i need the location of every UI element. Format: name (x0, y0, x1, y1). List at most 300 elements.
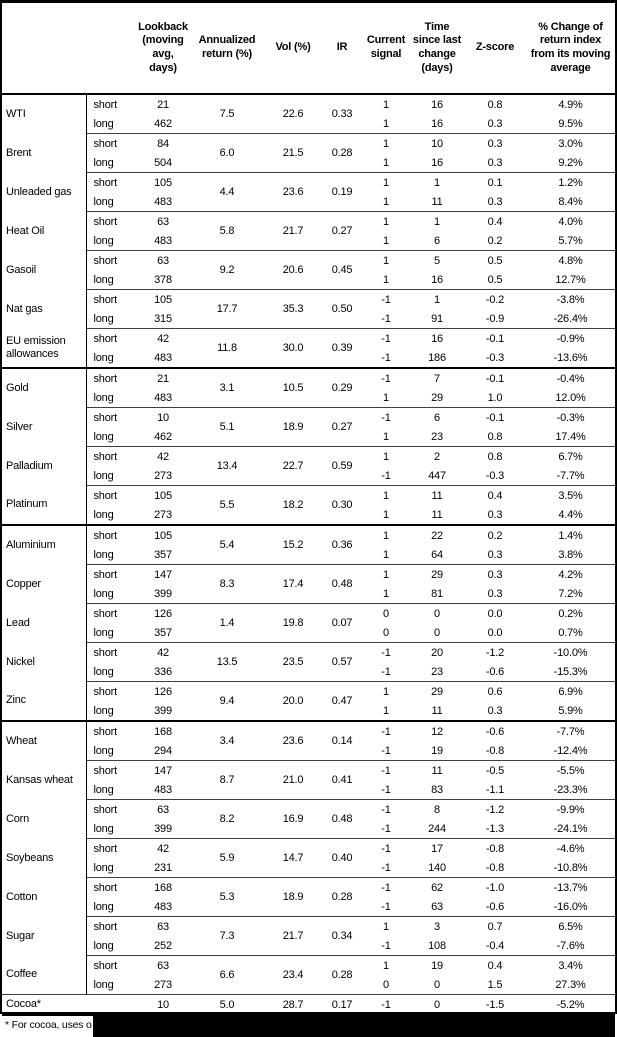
cell-annualized-return: 1.4 (190, 604, 264, 643)
cell-ir: 0.45 (322, 251, 362, 290)
cell-pct-change: 3.0% (526, 134, 615, 154)
table-row (2, 721, 615, 741)
cell-zscore: 0.2 (487, 234, 503, 247)
position-label: short (86, 682, 136, 702)
commodity-name: Unleaded gas (6, 185, 72, 198)
cell-zscore: 0.8 (464, 94, 526, 114)
cell-signal: -1 (362, 643, 410, 663)
position-label: long (86, 584, 136, 604)
cell-zscore: 0.3 (464, 134, 526, 154)
cell-signal: 1 (383, 156, 389, 169)
cell-pct-change: 5.7% (558, 234, 583, 247)
table-body (2, 94, 615, 1014)
cell-pct-change: 3.4% (526, 956, 615, 976)
table-row (2, 290, 615, 310)
cell-pct-change: 1.2% (526, 173, 615, 193)
cell-lookback: 84 (136, 134, 190, 154)
cell-time-since-change: 16 (410, 329, 464, 349)
cell-ir: 0.48 (322, 800, 362, 839)
position-label: short (86, 290, 136, 310)
cell-pct-change: -3.8% (526, 290, 615, 310)
cell-signal: 1 (383, 430, 389, 443)
cell-vol: 10.5 (264, 368, 322, 408)
cell-lookback: 63 (136, 917, 190, 937)
cell-pct-change: -12.4% (553, 744, 588, 757)
cell-signal: -1 (362, 878, 410, 898)
cell-pct-change: 0.7% (558, 626, 583, 639)
commodity-name: Copper (6, 577, 41, 590)
cell-time-since-change: 29 (410, 682, 464, 702)
cell-zscore: -0.3 (485, 351, 505, 364)
cell-vol: 20.0 (264, 682, 322, 722)
cell-lookback: 147 (136, 565, 190, 585)
cell-zscore: -1.2 (464, 800, 526, 820)
table-row (2, 995, 615, 1015)
cell-time-since-change: 108 (428, 939, 446, 952)
commodity-name: Corn (6, 812, 30, 825)
cell-vol: 21.5 (264, 134, 322, 173)
cell-pct-change: 8.4% (558, 195, 583, 208)
cell-time-since-change: 11 (431, 195, 443, 208)
cell-pct-change: -13.7% (526, 878, 615, 898)
cell-time-since-change: 140 (428, 861, 446, 874)
cell-annualized-return: 5.1 (190, 408, 264, 447)
cell-zscore: 1.5 (487, 978, 503, 991)
cell-zscore: 0.1 (464, 173, 526, 193)
cell-annualized-return: 8.7 (190, 761, 264, 800)
cell-pct-change: -0.9% (526, 329, 615, 349)
cell-signal: 1 (362, 134, 410, 154)
cell-time-since-change: 1 (410, 290, 464, 310)
position-label: short (86, 721, 136, 741)
header-lookback: Lookback (moving avg, days) (136, 3, 190, 94)
table-row (2, 878, 615, 898)
cell-time-since-change: 2 (410, 447, 464, 467)
position-label: short (86, 917, 136, 937)
cell-time-since-change: 19 (431, 744, 443, 757)
cell-annualized-return: 13.5 (190, 643, 264, 682)
cell-time-since-change: 62 (410, 878, 464, 898)
cell-signal: 1 (383, 704, 389, 717)
cell-signal: 0 (362, 604, 410, 624)
cell-vol: 21.7 (264, 212, 322, 251)
cell-time-since-change: 23 (431, 665, 443, 678)
cell-zscore: 0.6 (464, 682, 526, 702)
cell-time-since-change: 1 (410, 212, 464, 232)
cell-time-since-change: 11 (410, 761, 464, 781)
cell-ir: 0.27 (322, 408, 362, 447)
cell-zscore: 0.8 (487, 430, 503, 443)
cell-annualized-return: 5.5 (190, 486, 264, 526)
cell-time-since-change: 11 (431, 704, 443, 717)
cell-pct-change: -23.3% (553, 783, 588, 796)
cell-ir: 0.28 (322, 134, 362, 173)
cell-lookback: 273 (154, 978, 172, 991)
cell-annualized-return: 9.2 (190, 251, 264, 290)
cell-zscore: -1.3 (485, 822, 505, 835)
cell-pct-change: 17.4% (555, 430, 586, 443)
cell-zscore: 0.4 (464, 956, 526, 976)
cell-time-since-change: 186 (428, 351, 446, 364)
cell-zscore: -0.6 (485, 665, 505, 678)
cell-vol: 18.2 (264, 486, 322, 526)
cell-pct-change: -16.0% (553, 900, 588, 913)
cell-time-since-change: 16 (431, 273, 443, 286)
cell-time-since-change: 20 (410, 643, 464, 663)
cell-lookback: 105 (136, 173, 190, 193)
position-label: long (86, 231, 136, 251)
cell-zscore: -0.8 (485, 861, 505, 874)
cell-pct-change: 12.7% (555, 273, 586, 286)
position-label: short (86, 368, 136, 388)
cell-lookback: 399 (154, 587, 172, 600)
cell-pct-change: -10.0% (526, 643, 615, 663)
cell-lookback: 483 (154, 351, 172, 364)
cell-ir: 0.59 (322, 447, 362, 486)
cell-zscore: -1.0 (464, 878, 526, 898)
cell-signal: -1 (362, 995, 410, 1015)
cell-signal: 1 (362, 251, 410, 271)
position-label: long (86, 623, 136, 643)
table-row (2, 800, 615, 820)
cell-vol: 23.5 (264, 643, 322, 682)
commodity-name: Cotton (6, 890, 38, 903)
table-row (2, 447, 615, 467)
commodity-name: Coffee (6, 968, 38, 981)
cell-zscore: 0.3 (487, 548, 503, 561)
cell-signal: -1 (381, 783, 391, 796)
position-label: long (86, 662, 136, 682)
cell-time-since-change: 16 (431, 117, 443, 130)
cell-time-since-change: 64 (431, 548, 443, 561)
cell-lookback: 315 (154, 312, 172, 325)
cell-lookback: 168 (136, 721, 190, 741)
cell-zscore: 0.3 (464, 565, 526, 585)
commodity-name: EU emission allowances (6, 335, 66, 360)
table-row (2, 604, 615, 624)
cell-ir: 0.19 (322, 173, 362, 212)
cell-vol: 18.9 (264, 878, 322, 917)
cell-zscore: 0.8 (464, 447, 526, 467)
cell-pct-change: -7.7% (526, 721, 615, 741)
cell-zscore: -0.3 (485, 469, 505, 482)
position-label: long (86, 819, 136, 839)
cell-time-since-change: 81 (431, 587, 443, 600)
cell-zscore: -0.8 (485, 744, 505, 757)
position-label: long (86, 505, 136, 525)
cell-pct-change: -5.5% (526, 761, 615, 781)
cell-time-since-change: 3 (410, 917, 464, 937)
position-label: long (86, 780, 136, 800)
cell-annualized-return: 8.3 (190, 565, 264, 604)
cell-signal: -1 (362, 839, 410, 859)
cell-lookback: 105 (136, 290, 190, 310)
cell-signal: -1 (362, 408, 410, 428)
cell-pct-change: -0.4% (526, 368, 615, 388)
cell-annualized-return: 5.8 (190, 212, 264, 251)
cell-pct-change: -0.3% (526, 408, 615, 428)
cell-lookback: 168 (136, 878, 190, 898)
header-pct-change: % Change of return index from its moving average (526, 3, 615, 94)
cell-zscore: 0.4 (464, 212, 526, 232)
cell-annualized-return: 5.3 (190, 878, 264, 917)
cell-lookback: 357 (154, 548, 172, 561)
cell-vol: 23.6 (264, 721, 322, 761)
cell-lookback: 483 (154, 234, 172, 247)
cell-lookback: 273 (154, 469, 172, 482)
table-row (2, 329, 615, 349)
cell-pct-change: 4.0% (526, 212, 615, 232)
cell-zscore: 0.3 (487, 117, 503, 130)
cell-ir: 0.14 (322, 721, 362, 761)
cell-pct-change: -15.3% (553, 665, 588, 678)
cell-lookback: 357 (154, 626, 172, 639)
table-row (2, 408, 615, 428)
cell-lookback: 483 (154, 783, 172, 796)
commodity-name: WTI (6, 107, 26, 120)
cell-signal: 1 (383, 234, 389, 247)
cell-annualized-return: 6.6 (190, 956, 264, 995)
table-row (2, 251, 615, 271)
commodity-name: Zinc (6, 694, 26, 707)
cell-lookback: 63 (136, 251, 190, 271)
cell-lookback: 399 (154, 822, 172, 835)
cell-annualized-return: 8.2 (190, 800, 264, 839)
header-empty (2, 3, 136, 94)
cell-lookback: 483 (154, 195, 172, 208)
cell-ir: 0.39 (322, 329, 362, 369)
cell-annualized-return: 7.3 (190, 917, 264, 956)
cell-vol: 23.6 (264, 173, 322, 212)
cell-ir: 0.27 (322, 212, 362, 251)
cell-pct-change: 4.9% (526, 94, 615, 114)
cell-vol: 19.8 (264, 604, 322, 643)
cell-pct-change: -10.8% (553, 861, 588, 874)
cell-pct-change: 9.2% (558, 156, 583, 169)
cell-lookback: 10 (136, 408, 190, 428)
cell-annualized-return: 11.8 (190, 329, 264, 369)
header-annualized-return: Annualized return (%) (190, 3, 264, 94)
cell-signal: 1 (383, 391, 389, 404)
cell-time-since-change: 19 (410, 956, 464, 976)
commodity-name: Platinum (6, 498, 48, 511)
cell-annualized-return: 4.4 (190, 173, 264, 212)
cell-time-since-change: 63 (431, 900, 443, 913)
cell-ir: 0.50 (322, 290, 362, 329)
position-label: short (86, 212, 136, 232)
cell-time-since-change: 447 (428, 469, 446, 482)
commodity-name: Soybeans (6, 851, 54, 864)
cell-time-since-change: 12 (410, 721, 464, 741)
cell-ir: 0.40 (322, 839, 362, 878)
position-label: long (86, 427, 136, 447)
cell-pct-change: -9.9% (526, 800, 615, 820)
cell-signal: -1 (362, 329, 410, 349)
position-label: long (86, 309, 136, 329)
cell-ir: 0.30 (322, 486, 362, 526)
cell-lookback: 42 (136, 329, 190, 349)
cell-ir: 0.47 (322, 682, 362, 722)
cell-time-since-change: 244 (428, 822, 446, 835)
table-row (2, 839, 615, 859)
position-label: short (86, 839, 136, 859)
cell-vol: 20.6 (264, 251, 322, 290)
table-row (2, 134, 615, 154)
position-label: long (86, 466, 136, 486)
commodity-name: Palladium (6, 459, 53, 472)
cell-time-since-change: 29 (431, 391, 443, 404)
position-label: short (86, 329, 136, 349)
cell-lookback: 252 (154, 939, 172, 952)
cell-time-since-change: 0 (410, 604, 464, 624)
cell-signal: 1 (383, 117, 389, 130)
cell-vol: 17.4 (264, 565, 322, 604)
cell-zscore: 0.5 (487, 273, 503, 286)
cell-vol: 21.7 (264, 917, 322, 956)
cell-signal: -1 (381, 665, 391, 678)
cell-ir: 0.34 (322, 917, 362, 956)
cell-zscore: 0.3 (487, 156, 503, 169)
cell-lookback: 273 (154, 508, 172, 521)
cell-signal: 0 (383, 626, 389, 639)
position-label: short (86, 604, 136, 624)
cell-lookback: 147 (136, 761, 190, 781)
cell-signal: 1 (362, 173, 410, 193)
cell-signal: 1 (383, 273, 389, 286)
position-label: short (86, 525, 136, 545)
cell-time-since-change: 22 (410, 525, 464, 545)
cell-lookback: 462 (154, 430, 172, 443)
cell-pct-change: 7.2% (558, 587, 583, 600)
cell-signal: -1 (381, 312, 391, 325)
cell-pct-change: 3.8% (558, 548, 583, 561)
header-vol: Vol (%) (264, 3, 322, 94)
cell-lookback: 231 (154, 861, 172, 874)
header-zscore: Z-score (464, 3, 526, 94)
commodity-name: Nickel (6, 655, 35, 668)
cell-lookback: 126 (136, 682, 190, 702)
cell-ir: 0.17 (322, 995, 362, 1015)
commodity-name: Nat gas (6, 302, 43, 315)
cell-zscore: -0.6 (485, 900, 505, 913)
cell-vol: 23.4 (264, 956, 322, 995)
cell-pct-change: 1.4% (526, 525, 615, 545)
cell-signal: -1 (362, 290, 410, 310)
position-label: short (86, 486, 136, 506)
cell-time-since-change: 17 (410, 839, 464, 859)
cell-zscore: -1.5 (464, 995, 526, 1015)
position-label (86, 995, 136, 1015)
cell-time-since-change: 10 (410, 134, 464, 154)
position-label: short (86, 134, 136, 154)
cell-signal: 1 (383, 508, 389, 521)
position-label: long (86, 153, 136, 173)
commodity-name: Aluminium (2, 525, 86, 565)
cell-lookback: 126 (136, 604, 190, 624)
position-label: long (86, 388, 136, 408)
cell-annualized-return: 6.0 (190, 134, 264, 173)
cell-annualized-return: 3.4 (190, 721, 264, 761)
cell-annualized-return: 17.7 (190, 290, 264, 329)
cell-zscore: 0.0 (464, 604, 526, 624)
cell-ir: 0.48 (322, 565, 362, 604)
position-label: short (86, 878, 136, 898)
cell-annualized-return: 3.1 (190, 368, 264, 408)
position-label: short (86, 643, 136, 663)
cell-time-since-change: 16 (431, 156, 443, 169)
footnote-row (2, 1014, 615, 1037)
cell-time-since-change: 0 (434, 978, 440, 991)
cell-ir: 0.36 (322, 525, 362, 565)
cell-time-since-change: 29 (410, 565, 464, 585)
cell-signal: 1 (362, 486, 410, 506)
cell-lookback: 42 (136, 839, 190, 859)
table-row (2, 525, 615, 545)
cell-lookback: 105 (136, 486, 190, 506)
commodity-name: Sugar (6, 929, 35, 942)
table-row (2, 368, 615, 388)
position-label: long (86, 741, 136, 761)
cell-pct-change: 9.5% (558, 117, 583, 130)
cell-time-since-change: 8 (410, 800, 464, 820)
cell-time-since-change: 0 (434, 626, 440, 639)
cell-signal: -1 (381, 351, 391, 364)
cell-time-since-change: 23 (431, 430, 443, 443)
cell-vol: 15.2 (264, 525, 322, 565)
cell-annualized-return: 5.0 (190, 995, 264, 1015)
cell-lookback: 504 (154, 156, 172, 169)
position-label: short (86, 408, 136, 428)
cell-signal: 1 (362, 682, 410, 702)
cell-lookback: 336 (154, 665, 172, 678)
table-row (2, 486, 615, 506)
commodity-name: Silver (6, 420, 33, 433)
cell-time-since-change: 91 (431, 312, 443, 325)
cell-signal: -1 (381, 939, 391, 952)
cell-signal: 1 (362, 565, 410, 585)
cell-pct-change: -24.1% (553, 822, 588, 835)
commodity-name: Cocoa* (2, 995, 86, 1015)
cell-signal: -1 (381, 822, 391, 835)
cell-pct-change: 27.3% (555, 978, 586, 991)
cell-zscore: 1.0 (487, 391, 503, 404)
cell-zscore: -0.1 (464, 329, 526, 349)
cell-zscore: 0.0 (487, 626, 503, 639)
position-label: short (86, 761, 136, 781)
cell-time-since-change: 6 (410, 408, 464, 428)
position-label: long (86, 114, 136, 134)
cell-ir: 0.33 (322, 94, 362, 134)
commodity-name: Wheat (2, 721, 86, 761)
footnote-text: * For cocoa, uses o (2, 1016, 93, 1037)
cell-signal: 1 (362, 447, 410, 467)
cell-pct-change: 3.5% (526, 486, 615, 506)
table-row (2, 761, 615, 781)
cell-ir: 0.28 (322, 956, 362, 995)
cell-signal: 1 (362, 94, 410, 114)
position-label: long (86, 270, 136, 290)
cell-pct-change: 6.7% (526, 447, 615, 467)
cell-time-since-change: 6 (434, 234, 440, 247)
cell-signal: -1 (362, 368, 410, 388)
cell-ir: 0.07 (322, 604, 362, 643)
table-row (2, 212, 615, 232)
cell-vol: 14.7 (264, 839, 322, 878)
cell-vol: 21.0 (264, 761, 322, 800)
position-label: short (86, 173, 136, 193)
cell-time-since-change: 11 (431, 508, 443, 521)
position-label: long (86, 975, 136, 995)
